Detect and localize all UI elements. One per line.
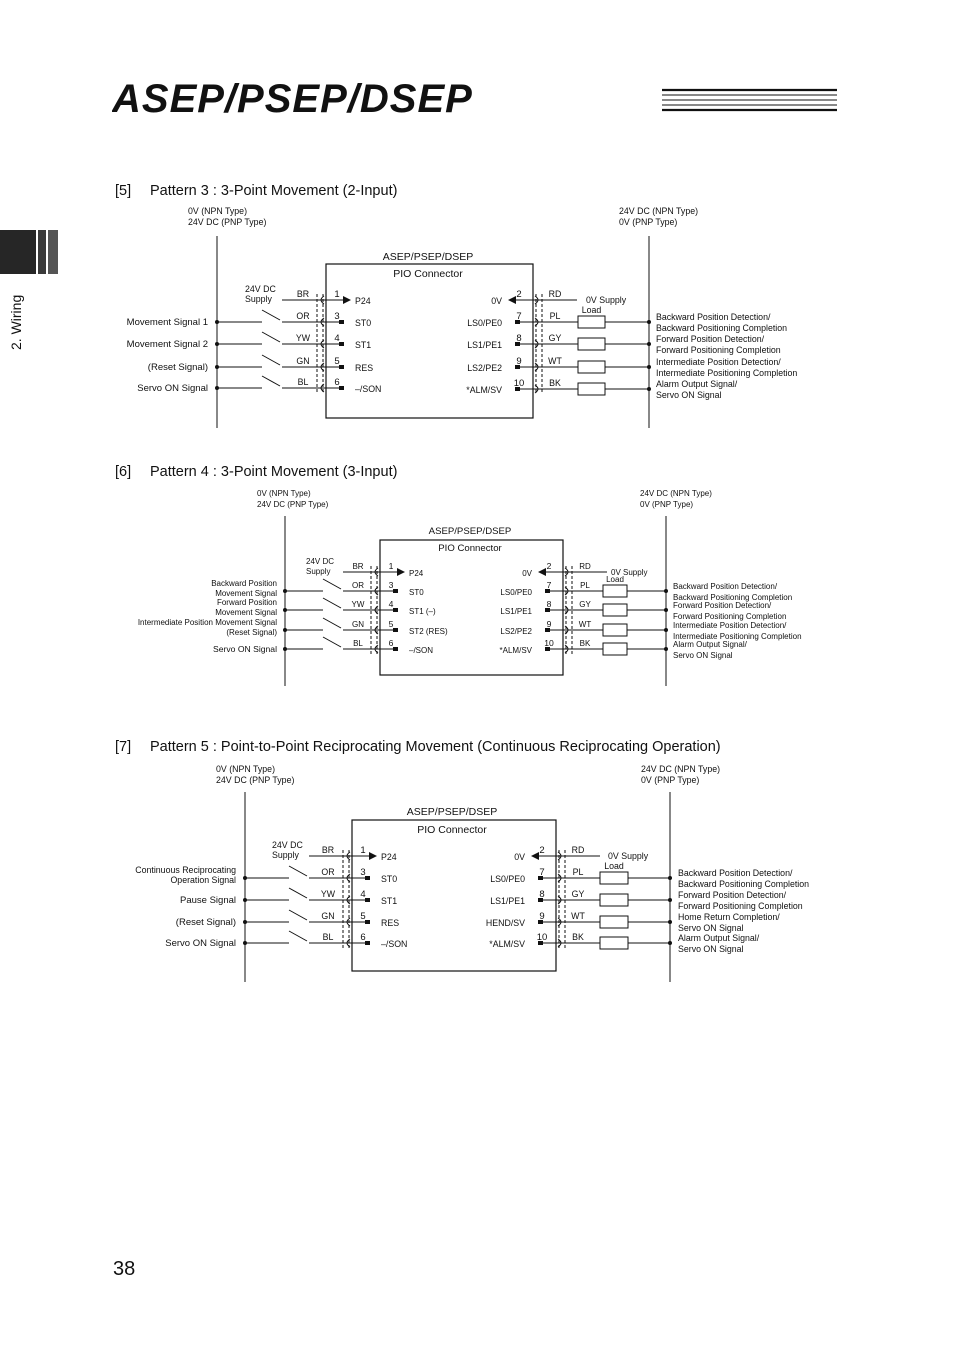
output-pin-number: 7 [546, 580, 552, 590]
supply-wire-color: BR [352, 562, 364, 571]
zero-wire-color: RD [579, 562, 591, 571]
input-pin-number: 4 [334, 333, 340, 344]
zero-wire-color: RD [571, 845, 585, 855]
zero-supply-label: 0V Supply [586, 295, 627, 305]
input-signal-label: Movement Signal [215, 608, 277, 617]
output-pin-number: 9 [546, 619, 552, 629]
right-rail-label: 24V DC (NPN Type) [641, 764, 721, 774]
section-title-7: [7] Pattern 5 : Point-to-Point Reciprocating Movement (Continuous Reciprocating Operation) [115, 739, 721, 755]
supply-label-word: Supply [272, 850, 299, 860]
input-signal-label: Movement Signal 2 [126, 339, 208, 350]
output-signal-label: Home Return Completion/ [678, 912, 780, 922]
section-title-6: [6] Pattern 4 : 3-Point Movement (3-Input) [115, 464, 398, 480]
zero-pin-number: 2 [516, 289, 522, 300]
input-signal-name: ST1 [381, 896, 398, 906]
output-pin-number: 10 [544, 638, 554, 648]
left-rail-label: 24V DC (PNP Type) [216, 775, 295, 785]
supply-signal-name: P24 [381, 852, 397, 862]
supply-wire-color: BR [296, 289, 310, 299]
output-node [668, 920, 672, 924]
input-wire-color: BL [322, 932, 334, 942]
output-signal-label: Intermediate Positioning Completion [656, 368, 798, 378]
zero-pin-number: 2 [546, 561, 552, 571]
load-resistor [600, 872, 628, 884]
supply-signal-name: P24 [409, 569, 424, 578]
output-pin-number: 8 [539, 889, 545, 900]
input-pin-marker [365, 876, 370, 880]
zero-supply-label: 0V Supply [608, 851, 649, 861]
input-pin-number: 5 [388, 619, 394, 629]
supply-signal-name: P24 [355, 296, 371, 306]
supply-pin-number: 1 [334, 289, 340, 300]
load-label: Load [604, 861, 624, 871]
output-signal-label: Servo ON Signal [678, 923, 744, 933]
output-signal-name: LS0/PE0 [500, 588, 532, 597]
output-signal-name: LS0/PE0 [467, 318, 502, 328]
box-title-model: ASEP/PSEP/DSEP [382, 251, 474, 263]
output-signal-label: Forward Position Detection/ [678, 890, 787, 900]
input-pin-number: 5 [334, 356, 340, 367]
box-title-model: ASEP/PSEP/DSEP [406, 806, 498, 818]
output-signal-label: Alarm Output Signal/ [673, 640, 747, 649]
chapter-label: 2. Wiring [8, 294, 24, 350]
input-pin-number: 6 [388, 638, 394, 648]
input-signal-label: Movement Signal [215, 589, 277, 598]
load-resistor [600, 937, 628, 949]
load-resistor [600, 894, 628, 906]
output-pin-number: 8 [546, 599, 552, 609]
left-rail-label: 0V (NPN Type) [216, 764, 275, 774]
input-pin-number: 3 [360, 867, 366, 878]
supply-wire-color: BR [321, 845, 335, 855]
input-pin-marker [365, 920, 370, 924]
section-title-5: [5] Pattern 3 : 3-Point Movement (2-Input) [115, 183, 398, 199]
output-pin-number: 10 [513, 378, 525, 389]
input-pin-marker [365, 898, 370, 902]
input-pin-number: 3 [334, 311, 340, 322]
input-pin-number: 6 [360, 932, 366, 943]
output-signal-label: Alarm Output Signal/ [656, 379, 738, 389]
zero-pin-number: 2 [539, 845, 545, 856]
output-wire-color: BK [579, 639, 591, 648]
input-wire-color: YW [351, 600, 365, 609]
box-title-connector: PIO Connector [438, 543, 502, 554]
input-signal-name: ST1 [355, 340, 372, 350]
load-resistor [600, 916, 628, 928]
output-signal-name: LS0/PE0 [490, 874, 525, 884]
output-signal-label: Backward Positioning Completion [656, 323, 788, 333]
right-rail-label: 0V (PNP Type) [641, 775, 700, 785]
input-switch [289, 866, 307, 876]
input-wire-color: GN [296, 356, 310, 366]
output-wire-color: WT [548, 356, 562, 366]
output-signal-label: Intermediate Position Detection/ [656, 357, 781, 367]
output-signal-label: Alarm Output Signal/ [678, 933, 760, 943]
output-signal-label: Intermediate Position Detection/ [673, 621, 787, 630]
output-signal-name: *ALM/SV [499, 646, 532, 655]
right-rail-label: 0V (PNP Type) [619, 217, 678, 227]
output-pin-number: 9 [539, 911, 545, 922]
output-wire-color: PL [580, 581, 590, 590]
zero-signal-name: 0V [522, 569, 532, 578]
input-signal-label: Servo ON Signal [212, 644, 277, 654]
output-signal-name: *ALM/SV [489, 939, 525, 949]
input-pin-number: 3 [388, 580, 394, 590]
output-pin-number: 8 [516, 333, 522, 344]
supply-label-word: Supply [306, 567, 331, 576]
input-wire-color: OR [352, 581, 364, 590]
box-title-connector: PIO Connector [417, 824, 487, 836]
input-pin-number: 4 [388, 599, 394, 609]
zero-supply-label: 0V Supply [611, 568, 648, 577]
input-wire-color: OR [321, 867, 335, 877]
output-signal-name: HEND/SV [485, 918, 525, 928]
output-pin-number: 10 [536, 932, 548, 943]
output-wire-color: PL [549, 311, 561, 321]
left-rail-label: 24V DC (PNP Type) [257, 500, 329, 509]
input-signal-name: ST1 (–) [409, 607, 436, 616]
input-signal-label: Movement Signal 1 [126, 317, 208, 328]
right-rail-label: 24V DC (NPN Type) [619, 206, 699, 216]
input-signal-name: –/SON [409, 646, 434, 655]
output-signal-name: LS2/PE2 [467, 363, 502, 373]
right-rail-label: 0V (PNP Type) [640, 500, 694, 509]
input-pin-marker [365, 941, 370, 945]
output-wire-color: WT [578, 620, 592, 629]
input-signal-label: Backward Position [211, 579, 277, 588]
input-signal-name: ST0 [355, 318, 372, 328]
input-wire-color: BL [353, 639, 363, 648]
output-signal-label: Backward Position Detection/ [673, 582, 778, 591]
zero-wire-color: RD [548, 289, 562, 299]
supply-pin-number: 1 [360, 845, 366, 856]
output-signal-label: Backward Position Detection/ [678, 868, 793, 878]
box-title-model: ASEP/PSEP/DSEP [428, 526, 512, 537]
output-signal-label: Intermediate Positioning Completion [673, 632, 802, 641]
output-wire-color: PL [572, 867, 584, 877]
output-signal-label: Forward Positioning Completion [656, 345, 781, 355]
output-wire-color: GY [579, 600, 591, 609]
input-signal-label: (Reset Signal) [226, 628, 277, 637]
left-rail-label: 24V DC (PNP Type) [188, 217, 267, 227]
output-signal-name: LS1/PE1 [500, 607, 532, 616]
output-wire-color: BK [549, 378, 561, 388]
output-signal-label: Backward Positioning Completion [673, 593, 793, 602]
load-label: Load [606, 575, 624, 584]
page-number: 38 [113, 1258, 136, 1280]
output-signal-label: Forward Positioning Completion [678, 901, 803, 911]
left-rail-label: 0V (NPN Type) [188, 206, 247, 216]
supply-arrow [369, 852, 377, 860]
output-node [668, 876, 672, 880]
output-pin-number: 7 [539, 867, 545, 878]
supply-label-word: Supply [245, 294, 272, 304]
output-signal-label: Servo ON Signal [656, 390, 722, 400]
input-signal-label: Forward Position [216, 598, 277, 607]
input-signal-label: Intermediate Position Movement Signal [137, 618, 277, 627]
supply-label-voltage: 24V DC [245, 284, 276, 294]
output-node [668, 941, 672, 945]
input-signal-name: –/SON [381, 939, 408, 949]
output-signal-label: Backward Position Detection/ [656, 312, 771, 322]
input-signal-name: ST2 (RES) [409, 627, 448, 636]
input-signal-name: RES [381, 918, 400, 928]
logo-wordmark: ASEP/PSEP/DSEP [112, 77, 473, 120]
input-signal-name: –/SON [355, 384, 382, 394]
supply-label-voltage: 24V DC [272, 840, 303, 850]
load-label: Load [581, 305, 602, 315]
output-wire-color: GY [571, 889, 585, 899]
input-signal-name: ST0 [409, 588, 424, 597]
input-wire-color: YW [320, 889, 336, 899]
input-signal-name: ST0 [381, 874, 398, 884]
input-switch [289, 910, 307, 920]
output-pin-number: 9 [516, 356, 522, 367]
input-pin-number: 6 [334, 377, 340, 388]
output-signal-label: Servo ON Signal [673, 651, 733, 660]
output-signal-label: Backward Positioning Completion [678, 879, 810, 889]
left-rail-label: 0V (NPN Type) [257, 489, 311, 498]
output-signal-label: Forward Positioning Completion [673, 612, 787, 621]
input-signal-name: RES [355, 363, 374, 373]
supply-pin-number: 1 [388, 561, 394, 571]
zero-signal-name: 0V [514, 852, 525, 862]
input-wire-color: GN [352, 620, 364, 629]
output-signal-label: Forward Position Detection/ [656, 334, 765, 344]
output-signal-label: Servo ON Signal [678, 944, 744, 954]
zero-arrow [531, 852, 539, 860]
output-signal-name: LS1/PE1 [490, 896, 525, 906]
input-switch [289, 888, 307, 898]
output-signal-name: *ALM/SV [466, 385, 502, 395]
input-switch [289, 931, 307, 941]
input-wire-color: OR [296, 311, 310, 321]
output-signal-label: Forward Position Detection/ [673, 601, 772, 610]
input-wire-color: YW [295, 333, 311, 343]
supply-label-voltage: 24V DC [306, 557, 335, 566]
input-signal-label: Servo ON Signal [137, 383, 208, 394]
input-signal-label: Servo ON Signal [165, 938, 236, 949]
output-wire-color: WT [571, 911, 585, 921]
output-wire-color: BK [572, 932, 584, 942]
input-signal-label: (Reset Signal) [147, 362, 208, 373]
output-signal-name: LS1/PE1 [467, 340, 502, 350]
zero-signal-name: 0V [491, 296, 502, 306]
input-signal-label: Continuous Reciprocating [135, 865, 236, 875]
input-pin-number: 4 [360, 889, 366, 900]
right-rail-label: 24V DC (NPN Type) [640, 489, 712, 498]
input-wire-color: BL [297, 377, 309, 387]
output-node [668, 898, 672, 902]
input-signal-label: (Reset Signal) [175, 917, 236, 928]
output-signal-name: LS2/PE2 [500, 627, 532, 636]
input-signal-label: Pause Signal [180, 895, 236, 906]
output-wire-color: GY [548, 333, 562, 343]
input-pin-number: 5 [360, 911, 366, 922]
output-pin-number: 7 [516, 311, 522, 322]
box-title-connector: PIO Connector [393, 268, 463, 280]
input-wire-color: GN [321, 911, 335, 921]
input-signal-label: Operation Signal [170, 875, 236, 885]
